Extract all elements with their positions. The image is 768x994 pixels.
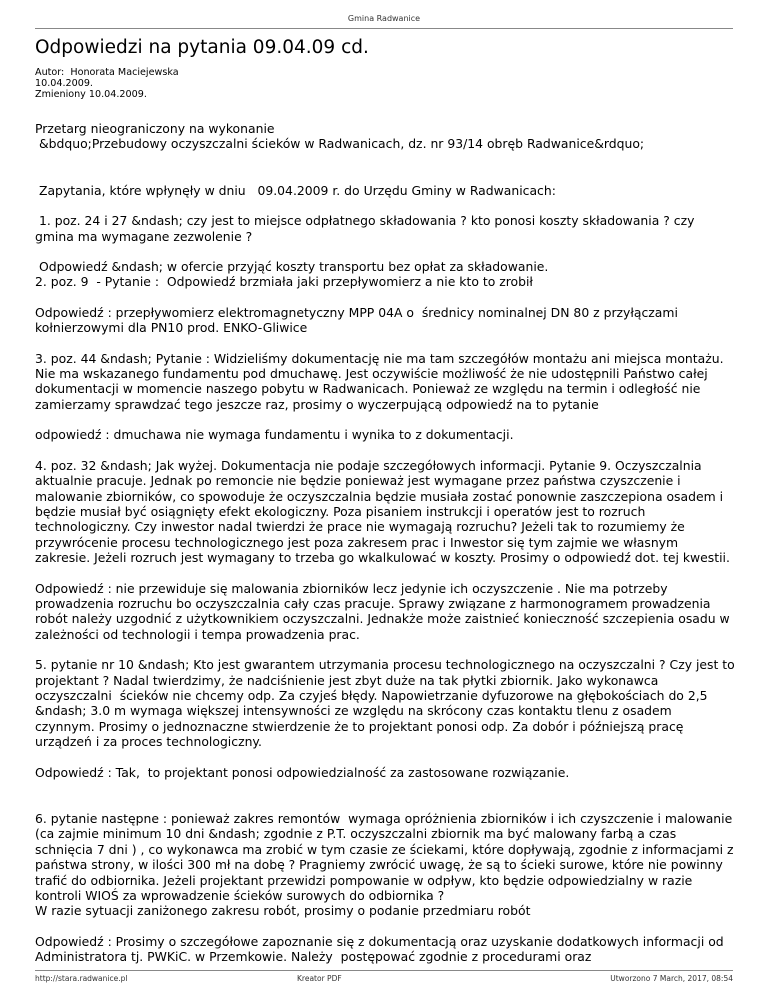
paragraph: Odpowiedź : przepływomierz elektromagnetyczny MPP 04A o średnicy nominalnej DN 80 z przyłączami kołnierzowymi dla PN10 prod. ENKO-Gliwice: [35, 304, 682, 336]
page-title: Odpowiedzi na pytania 09.04.09 cd.: [35, 37, 369, 58]
footer-generator: Kreator PDF: [297, 974, 342, 983]
paragraph: Odpowiedź : Tak, to projektant ponosi odpowiedzialność za zastosowane rozwiązanie.: [35, 764, 570, 780]
header-divider: [35, 28, 733, 29]
paragraph: odpowiedź : dmuchawa nie wymaga fundamentu i wynika to z dokumentacji.: [35, 427, 514, 443]
footer-divider: [35, 970, 733, 971]
site-name-header: Gmina Radwanice: [347, 14, 421, 23]
article-body: [35, 121, 739, 965]
paragraph: Odpowiedź : Prosimy o szczegółowe zapoznanie się z dokumentacją oraz uzyskanie dodatkowych informacji od Administratora tj. PWKiC. w Przemkowie. Należy postępować zgodnie z procedurami oraz: [35, 933, 728, 965]
modified-line: Zmieniony 10.04.2009.: [35, 89, 147, 100]
article-meta: [35, 67, 179, 100]
paragraph: 4. poz. 32 &ndash; Jak wyżej. Dokumentacja nie podaje szczegółowych informacji. Pytanie 9. Oczyszczalnia aktualnie pracuje. Jednak po remoncie nie będzie ponieważ jest wymagane przez państwa czyszczenie i malowanie zbiorników, co spowoduje że oczyszczalnia będzie musiała zostać ponownie zaszczepiona osadem i będzie musiał być osiągnięty efekt ekologiczny. Poza pisaniem instrukcji i operatów jest to rozruch technologiczny. Czy inwestor nadal twierdzi że prace nie wymagają rozruchu? Jeżeli tak to rozumiemy że przywrócenie procesu technologicznego jest poza zakresem prac i Inwestor się tym zajmie we własnym zakresie. Jeżeli rozruch jest wymagany to trzeba go wkalkulować w koszty. Prosimy o odpowiedź dot. tej kwestii.: [35, 457, 730, 566]
paragraph: 5. pytanie nr 10 &ndash; Kto jest gwarantem utrzymania procesu technologicznego na oczyszczalni ? Czy jest to projektant ? Nadal twierdzimy, że nadciśnienie jest zbyt duże na tak płytki zbiornik. Jako wykonawca oczyszczalni ścieków nie chcemy odp. Za czyjeś błędy. Napowietrzanie dyfuzorowe na głębokościach do 2,5 &ndash; 3.0 m wymaga większej intensywności ze względu na skrócony czas kontaktu tlenu z osadem czynnym. Prosimy o jednoznaczne stwierdzenie że to projektant ponosi odp. Za dobór i późniejszą pracę urządzeń i za proces technologiczny.: [35, 657, 739, 750]
footer-created: Utworzono 7 March, 2017, 08:54: [610, 974, 733, 983]
paragraph: Odpowiedź &ndash; w ofercie przyjąć koszty transportu bez opłat za składowanie. 2. poz. 9 - Pytanie : Odpowiedź brzmiała jaki przepływomierz a nie kto to zrobił: [35, 259, 549, 290]
paragraph: Zapytania, które wpłynęły w dniu 09.04.2009 r. do Urzędu Gminy w Radwanicach:: [35, 182, 556, 198]
paragraph: Przetarg nieograniczony na wykonanie &bdquo;Przebudowy oczyszczalni ścieków w Radwanicach, dz. nr 93/14 obręb Radwanice&rdquo;: [35, 121, 645, 152]
paragraph: 6. pytanie następne : ponieważ zakres remontów wymaga opróżnienia zbiorników i ich czyszczenie i malowanie (ca zajmie minimum 10 dni &ndash; zgodnie z P.T. oczyszczalni zbiornik ma być malowany farbą a czas schnięcia 7 dni ) , co wykonawca ma zrobić w tym czasie ze ściekami, które dopływają, zgodnie z informacjami z państwa strony, w ilości 300 mł na dobę ? Pragniemy zwrócić uwagę, że są to ścieki surowe, które nie powinny trafić do odbiornika. Jeżeli projektant przewidzi pompowanie w odpływ, kto będzie odpowiedzialny w razie kontroli WIOŚ za wprowadzenie ścieków surowych do odbiornika ? W razie sytuacji zaniżonego zakresu robót, prosimy o podanie przedmiaru robót: [35, 811, 734, 919]
date-line: 10.04.2009.: [35, 78, 93, 89]
author-line: Autor: Honorata Maciejewska: [35, 67, 179, 78]
paragraph: 3. poz. 44 &ndash; Pytanie : Widzieliśmy dokumentację nie ma tam szczegółów montażu ani miejsca montażu. Nie ma wskazanego fundamentu pod dmuchawę. Jest oczywiście możliwość że nie udostępnili Państwo całej dokumentacji w momencie naszego pobytu w Radwanicach. Ponieważ ze względu na termin i odległość nie zamierzamy sprawdzać tego jeszcze raz, prosimy o wyczerpującą odpowiedź na to pytanie: [35, 350, 728, 412]
footer-url: http://stara.radwanice.pl: [35, 974, 128, 983]
paragraph: Odpowiedź : nie przewiduje się malowania zbiorników lecz jedynie ich oczyszczenie . Nie ma potrzeby prowadzenia rozruchu bo oczyszczalnia cały czas pracuje. Sprawy związane z harmonogramem prowadzenia robót należy uzgodnić z użytkownikiem oczyszczalni. Jednakże może zaistnieć konieczność szczepienia osadu w zależności od technologii i tempa prowadzenia prac.: [35, 580, 734, 642]
paragraph: 1. poz. 24 i 27 &ndash; czy jest to miejsce odpłatnego składowania ? kto ponosi koszty składowania ? czy gmina ma wymagane zezwolenie ?: [35, 213, 699, 244]
